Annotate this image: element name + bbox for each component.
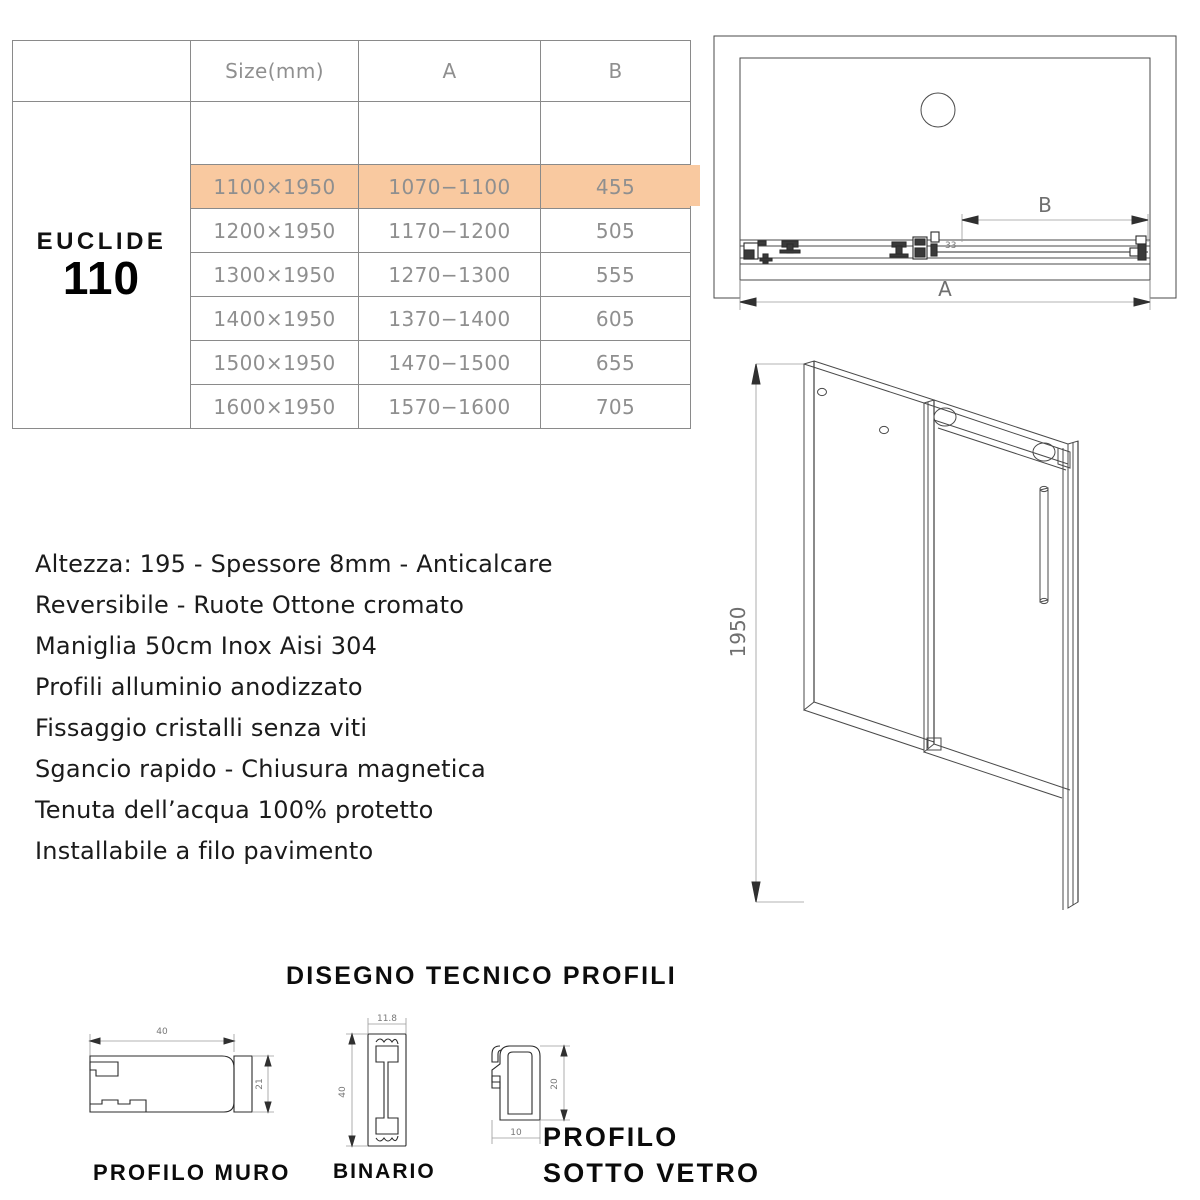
header-b: B (541, 41, 691, 102)
circle-detail (921, 93, 955, 127)
spec-item: Profili alluminio anodizzato (35, 673, 363, 701)
cell-a: 1370−1400 (359, 297, 541, 341)
caption-binario: BINARIO (333, 1160, 436, 1183)
spec-item: Fissaggio cristalli senza viti (35, 714, 368, 742)
dim-b-label: B (1038, 193, 1052, 217)
isometric-drawing (718, 342, 1188, 952)
size-table-grid (12, 40, 691, 429)
spacer-size (191, 102, 359, 165)
svg-text:33: 33 (945, 241, 957, 251)
cell-a: 1170−1200 (359, 209, 541, 253)
cell-size: 1300×1950 (191, 253, 359, 297)
plan-view-drawing (700, 22, 1190, 322)
header-size: Size(mm) (191, 41, 359, 102)
cell-a: 1570−1600 (359, 385, 541, 429)
spacer-a (359, 102, 541, 165)
dim-sotto-height: 20 (550, 1078, 560, 1090)
caption-profilo-sotto-vetro-line1: PROFILO (543, 1122, 679, 1152)
dim-muro-height: 21 (255, 1078, 265, 1090)
cell-a: 1470−1500 (359, 341, 541, 385)
cell-b: 605 (541, 297, 691, 341)
cell-size: 1500×1950 (191, 341, 359, 385)
dim-sotto-width: 10 (510, 1128, 522, 1138)
caption-profilo-muro: PROFILO MURO (93, 1160, 291, 1185)
profile-binario-drawing (332, 1012, 452, 1157)
spec-item: Reversibile - Ruote Ottone cromato (35, 591, 465, 619)
header-blank (13, 41, 191, 102)
table-header-row (13, 41, 691, 102)
cell-a: 1070−1100 (359, 165, 541, 209)
spec-item: Sgancio rapido - Chiusura magnetica (35, 755, 486, 783)
header-a: A (359, 41, 541, 102)
spec-item: Installabile a filo pavimento (35, 837, 374, 865)
specifications-list (35, 552, 675, 880)
size-table (12, 40, 690, 438)
model-cell (13, 102, 191, 429)
model-name: EUCLIDE (36, 227, 167, 255)
spec-item: Maniglia 50cm Inox Aisi 304 (35, 632, 378, 660)
cell-size: 1600×1950 (191, 385, 359, 429)
cell-b: 655 (541, 341, 691, 385)
spacer-b (541, 102, 691, 165)
cell-size: 1100×1950 (191, 165, 359, 209)
dim-binario-height: 40 (338, 1086, 348, 1098)
cell-a: 1270−1300 (359, 253, 541, 297)
cell-b: 455 (541, 165, 691, 209)
cell-b: 505 (541, 209, 691, 253)
spec-item: Tenuta dell’acqua 100% protetto (35, 796, 434, 824)
spec-item: Altezza: 195 - Spessore 8mm - Anticalcare (35, 550, 553, 578)
cell-size: 1200×1950 (191, 209, 359, 253)
cell-b: 705 (541, 385, 691, 429)
model-number: 110 (62, 251, 141, 304)
dim-binario-width: 11.8 (376, 1014, 398, 1024)
cell-size: 1400×1950 (191, 297, 359, 341)
dim-a-label: A (938, 277, 952, 301)
table-spacer-row (13, 102, 691, 165)
dim-muro-width: 40 (156, 1027, 168, 1037)
iso-height-label: 1950 (726, 606, 750, 658)
caption-profilo-sotto-vetro-line2: SOTTO VETRO (543, 1158, 761, 1188)
profiles-section-heading: DISEGNO TECNICO PROFILI (286, 962, 677, 990)
highlight-overhang (688, 165, 700, 206)
profile-muro-drawing (62, 1014, 292, 1154)
cell-b: 555 (541, 253, 691, 297)
